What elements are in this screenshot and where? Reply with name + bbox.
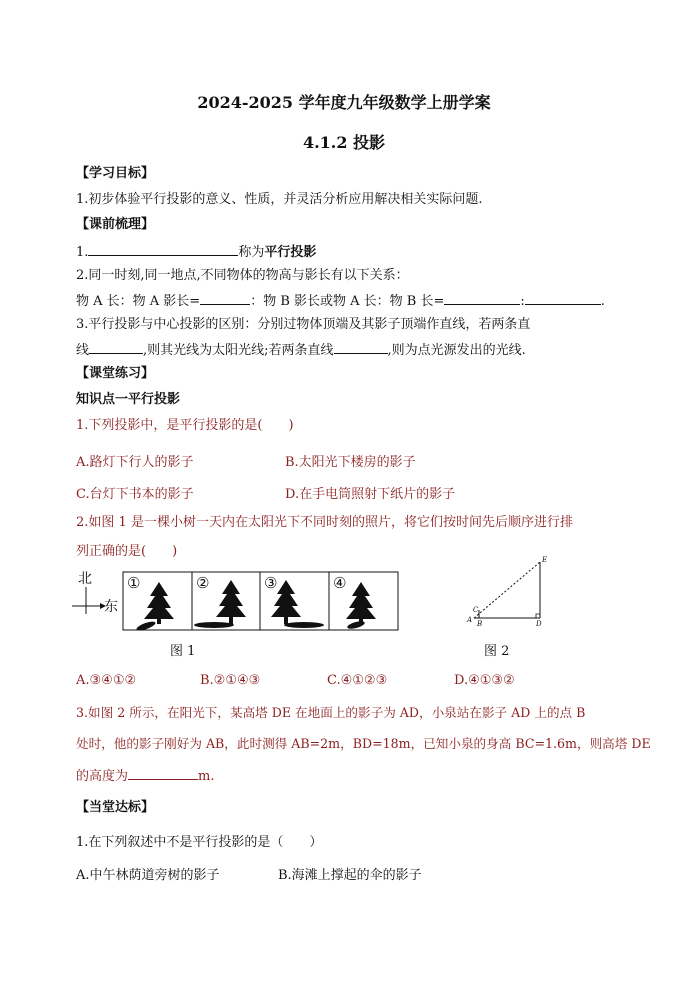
- practice-q2-line1: 2.如图 1 是一棵小树一天内在太阳光下不同时刻的照片，将它们按时间先后顺序进行排: [76, 515, 573, 530]
- answer-blank[interactable]: [334, 341, 388, 354]
- practice-q3-line2: 处时，他的影子刚好为 AB，此时测得 AB=2m，BD=18m，已知小泉的身高 BC=1.6m，则高塔 DE: [76, 736, 651, 751]
- label-d: D: [536, 620, 542, 628]
- right-angle-mark: [536, 614, 540, 618]
- review-q3-line1: 3.平行投影与中心投影的区别：分别过物体顶端及其影子顶端作直线，若两条直: [76, 317, 531, 332]
- review-q1: [76, 243, 316, 261]
- review-q3-part-b: ,则其光线为太阳光线;若两条直线: [143, 343, 334, 358]
- page-subtitle: 4.1.2 投影: [302, 133, 386, 152]
- practice-q3-line3: [76, 767, 214, 785]
- answer-blank[interactable]: [525, 292, 601, 305]
- panel-1-label: ①: [127, 574, 141, 592]
- review-q1-term: 平行投影: [264, 245, 317, 260]
- practice-q2-option-a: A.③④①②: [76, 673, 137, 688]
- mastery-heading: 【当堂达标】: [76, 800, 155, 815]
- practice-q1-option-d: D.在手电筒照射下纸片的影子: [285, 487, 456, 502]
- label-c: C: [473, 606, 479, 614]
- panel-2-label: ②: [196, 574, 210, 592]
- practice-q1-option-c: C.台灯下书本的影子: [76, 487, 194, 502]
- review-q2-part-end: .: [600, 294, 605, 309]
- compass-north-label: 北: [78, 571, 92, 587]
- panel-3-label: ③: [264, 574, 278, 592]
- review-q3-part-a: 线: [76, 343, 90, 358]
- mastery-q1: 1.在下列叙述中不是平行投影的是（ ）: [76, 835, 323, 850]
- answer-blank[interactable]: [89, 341, 143, 354]
- review-q1-prefix: 1.: [76, 245, 89, 260]
- practice-heading: 【课堂练习】: [76, 366, 155, 381]
- review-q2-part-b: ：物 B 影长或物 A 长：物 B 长=: [250, 294, 445, 309]
- panel-4-label: ④: [333, 574, 347, 592]
- tree-icon: [346, 582, 376, 630]
- goals-heading: 【学习目标】: [76, 166, 155, 181]
- practice-q2-line2: 列正确的是( ): [76, 544, 178, 559]
- answer-blank[interactable]: [128, 767, 198, 780]
- sun-ray-line: [474, 562, 540, 618]
- review-q2-part-c: :: [520, 294, 525, 309]
- practice-q3-suffix: m.: [198, 769, 215, 784]
- practice-q1-option-a: A.路灯下行人的影子: [76, 455, 194, 470]
- figure-2: [462, 552, 562, 632]
- mastery-q1-option-b: B.海滩上撑起的伞的影子: [278, 868, 422, 883]
- tree-icon: [136, 582, 174, 632]
- review-q3-part-c: ,则为点光源发出的光线.: [387, 343, 526, 358]
- answer-blank[interactable]: [200, 292, 250, 305]
- answer-blank[interactable]: [88, 243, 238, 256]
- practice-q2-option-c: C.④①②③: [327, 673, 388, 688]
- review-q2-relation: [76, 292, 605, 310]
- figure-2-caption: 图 2: [484, 644, 510, 659]
- label-b: B: [477, 620, 483, 628]
- review-q2-part-a: 物 A 长：物 A 影长=: [76, 294, 201, 309]
- practice-q1: 1.下列投影中，是平行投影的是( ): [76, 418, 294, 433]
- review-q2: 2.同一时刻,同一地点,不同物体的物高与影长有以下关系：: [76, 268, 409, 283]
- answer-blank[interactable]: [444, 292, 520, 305]
- practice-q2-option-d: D.④①③②: [454, 673, 515, 688]
- page-title: 2024-2025 学年度九年级数学上册学案: [197, 93, 491, 112]
- label-a: A: [467, 616, 473, 624]
- figure-1-caption: 图 1: [170, 644, 196, 659]
- mastery-q1-option-a: A.中午林荫道旁树的影子: [76, 868, 220, 883]
- practice-q3-prefix: 的高度为: [76, 769, 129, 784]
- review-heading: 【课前梳理】: [76, 217, 155, 232]
- label-e: E: [542, 556, 548, 564]
- tree-icon: [271, 580, 324, 628]
- practice-q2-option-b: B.②①④③: [200, 673, 261, 688]
- practice-q3-line1: 3.如图 2 所示，在阳光下，某高塔 DE 在地面上的影子为 AD，小泉站在影子 AD 上的点 B: [76, 705, 586, 720]
- figure-1: [64, 566, 404, 636]
- knowledge-point-1: 知识点一平行投影: [76, 392, 181, 407]
- review-q1-suffix: 称为: [238, 245, 265, 260]
- review-q3-line2: [76, 341, 526, 359]
- compass-east-label: 东: [104, 599, 118, 615]
- practice-q1-option-b: B.太阳光下楼房的影子: [285, 455, 416, 470]
- goals-item-1: 1.初步体验平行投影的意义、性质，并灵活分析应用解决相关实际问题.: [76, 192, 483, 207]
